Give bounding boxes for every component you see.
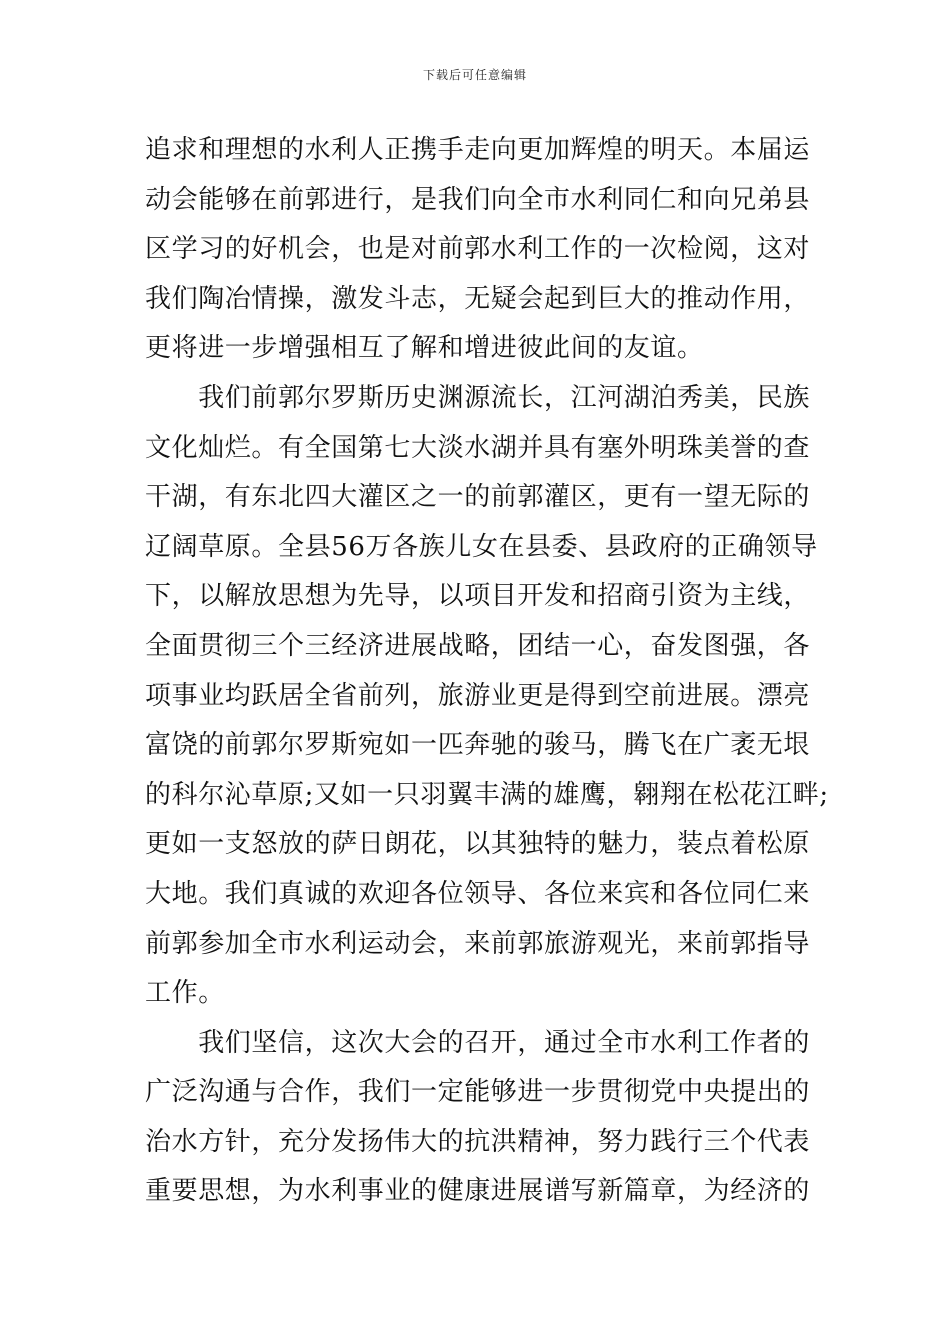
text-line: 我们陶冶情操，激发斗志，无疑会起到巨大的推动作用， xyxy=(145,283,811,314)
text-line: 项事业均跃居全省前列，旅游业更是得到空前进展。漂亮 xyxy=(145,680,811,711)
text-line: 辽阔草原。全县56万各族儿女在县委、县政府的正确领导 xyxy=(145,531,818,562)
text-line: 的科尔沁草原;又如一只羽翼丰满的雄鹰，翱翔在松花江畔; xyxy=(145,779,829,810)
text-line: 更如一支怒放的萨日朗花，以其独特的魅力，装点着松原 xyxy=(145,829,811,860)
text-line: 广泛沟通与合作，我们一定能够进一步贯彻党中央提出的 xyxy=(145,1077,811,1108)
text-line: 下，以解放思想为先导，以项目开发和招商引资为主线， xyxy=(145,581,811,612)
text-line: 我们前郭尔罗斯历史渊源流长，江河湖泊秀美，民族 xyxy=(145,382,811,413)
text-line: 动会能够在前郭进行，是我们向全市水利同仁和向兄弟县 xyxy=(145,184,811,215)
text-line: 前郭参加全市水利运动会，来前郭旅游观光，来前郭指导 xyxy=(145,928,811,959)
text-line: 全面贯彻三个三经济进展战略，团结一心，奋发图强，各 xyxy=(145,630,811,661)
text-line: 干湖，有东北四大灌区之一的前郭灌区，更有一望无际的 xyxy=(145,482,811,513)
text-line: 追求和理想的水利人正携手走向更加辉煌的明天。本届运 xyxy=(145,135,811,165)
text-line: 治水方针，充分发扬伟大的抗洪精神，努力践行三个代表 xyxy=(145,1126,811,1157)
text-line: 我们坚信，这次大会的召开，通过全市水利工作者的 xyxy=(145,1027,811,1058)
text-line: 更将进一步增强相互了解和增进彼此间的友谊。 xyxy=(145,333,704,364)
body-text xyxy=(145,126,829,1217)
text-line: 富饶的前郭尔罗斯宛如一匹奔驰的骏马，腾飞在广袤无垠 xyxy=(145,730,811,761)
text-line: 区学习的好机会，也是对前郭水利工作的一次检阅，这对 xyxy=(145,234,811,265)
text-line: 大地。我们真诚的欢迎各位领导、各位来宾和各位同仁来 xyxy=(145,878,811,909)
text-line: 重要思想，为水利事业的健康进展谱写新篇章，为经济的 xyxy=(145,1176,811,1207)
text-line: 工作。 xyxy=(145,978,225,1009)
page-header-note: 下载后可任意编辑 xyxy=(422,68,527,82)
text-line: 文化灿烂。有全国第七大淡水湖并具有塞外明珠美誉的查 xyxy=(145,432,811,463)
